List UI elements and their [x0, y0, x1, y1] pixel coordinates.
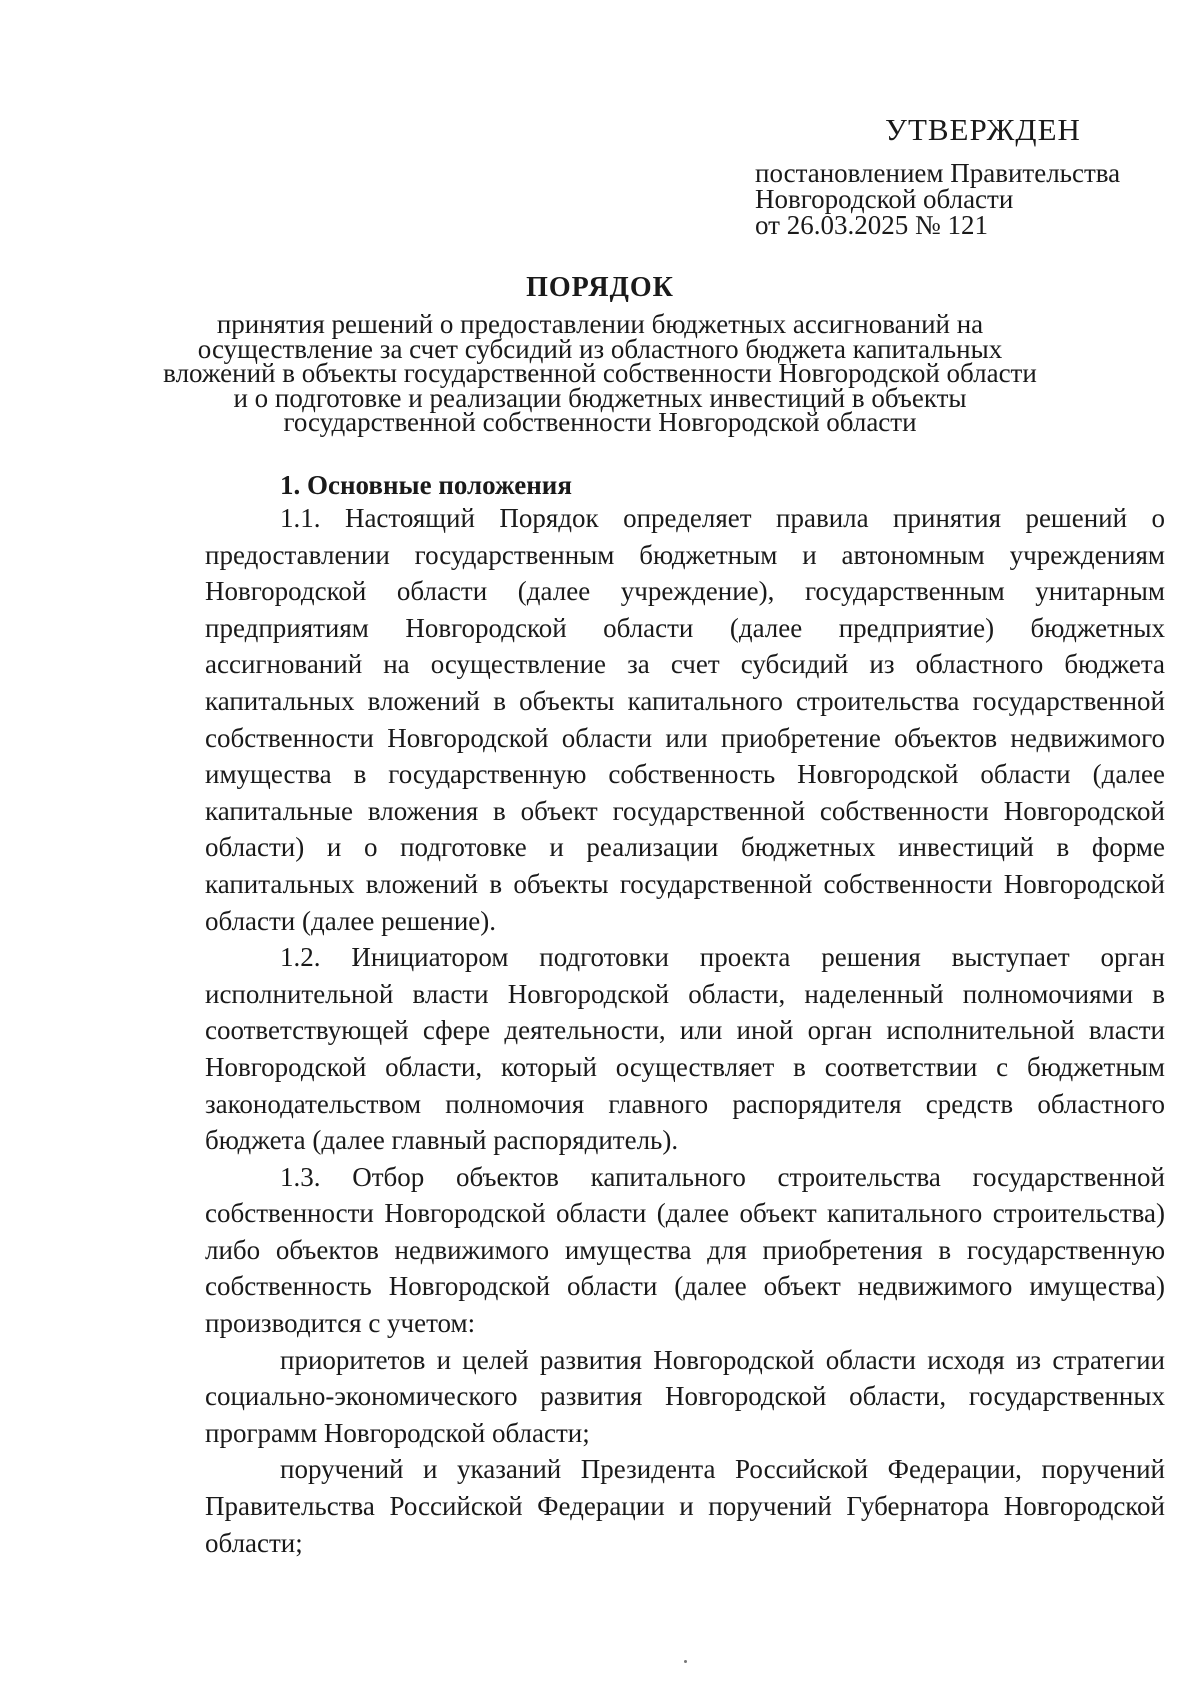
paragraph: 1.1. Настоящий Порядок определяет правила принятия решений о предоставлении государственным бюджетным и автономным учреждениям Новгородской области (далее учреждение), государственным унитарным предприятиям Новгородской области (далее предприятие) бюджетных ассигнований на осуществление за счет субсидий из областного бюджета капитальных вложений в объекты капитального строительства государственной собственности Новгородской области или приобретение объектов недвижимого имущества в государственную собственность Новгородской области (далее капитальные вложения в объект государственной собственности Новгородской области) и о подготовке и реализации бюджетных инвестиций в форме капитальных вложений в объекты государственной собственности Новгородской области (далее решение).	[205, 503, 1165, 936]
paragraph: поручений и указаний Президента Российской Федерации, поручений Правительства Российской Федерации и поручений Губернатора Новгородской области;	[205, 1454, 1165, 1558]
approval-line: от 26.03.2025 № 121	[755, 210, 988, 240]
paragraph: 1.2. Инициатором подготовки проекта решения выступает орган исполнительной власти Новгородской области, наделенный полномочиями в соответствующей сфере деятельности, или иной орган исполнительной власти Новгородской области, который осуществляет в соответствии с бюджетным законодательством полномочия главного распорядителя средств областного бюджета (далее главный распорядитель).	[205, 942, 1165, 1156]
subtitle-line: и о подготовке и реализации бюджетных инвестиций в объекты	[233, 382, 967, 413]
section-body	[205, 500, 1165, 1561]
subtitle-line: государственной собственности Новгородской области	[283, 407, 917, 437]
subtitle-line: принятия решений о предоставлении бюджетных ассигнований на	[216, 309, 984, 339]
section-heading: 1. Основные положения	[280, 470, 572, 500]
scan-speck	[684, 1660, 687, 1663]
approval-details	[755, 160, 1120, 238]
subtitle-line: осуществление за счет субсидий из областного бюджета капитальных	[197, 333, 1003, 364]
approval-title: УТВЕРЖДЕН	[885, 112, 1081, 147]
approval-line: Новгородской области	[755, 184, 1014, 214]
approval-line: постановлением Правительства	[755, 158, 1121, 188]
subtitle-line: вложений в объекты государственной собственности Новгородской области	[163, 358, 1037, 388]
document-title: ПОРЯДОК	[526, 272, 674, 303]
paragraph: приоритетов и целей развития Новгородской области исходя из стратегии социально-экономического развития Новгородской области, государственных программ Новгородской области;	[205, 1344, 1165, 1448]
paragraph: 1.3. Отбор объектов капитального строительства государственной собственности Новгородской области (далее объект капитального строительства) либо объектов недвижимого имущества для приобретения в государственную собственность Новгородской области (далее объект недвижимого имущества) производится с учетом:	[205, 1161, 1165, 1339]
document-subtitle	[0, 309, 1200, 437]
